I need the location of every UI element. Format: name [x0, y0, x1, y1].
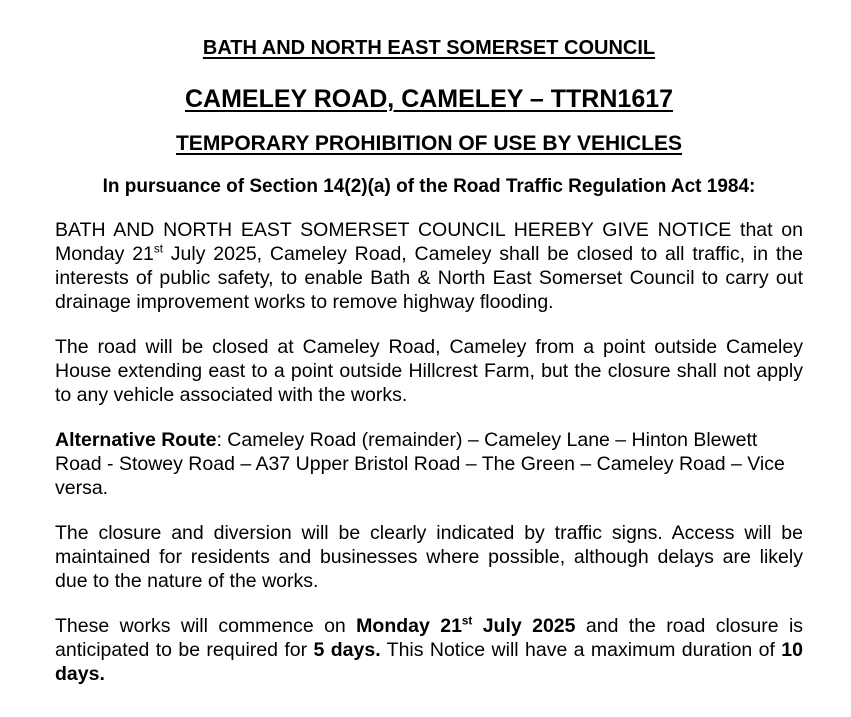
alternative-route-label: Alternative Route [55, 429, 217, 451]
text-run: This Notice will have a maximum duration of [380, 639, 782, 661]
text-run: and the road closure is anticipated to be required for [55, 615, 804, 661]
notice-subtitle-heading: TEMPORARY PROHIBITION OF USE BY VEHICLES [175, 132, 682, 155]
notice-title-heading: CAMELEY ROAD, CAMELEY – TTRN1617 [184, 85, 674, 113]
council-name-heading: BATH AND NORTH EAST SOMERSET COUNCIL [202, 37, 656, 59]
text-run: : Cameley Road (remainder) – Cameley Lane – Hinton Blewett Road - Stowey Road – A37 Upper Bristol Road – The Green – Cameley Road – Vice versa. [55, 429, 785, 499]
pursuance-statement: In pursuance of Section 14(2)(a) of the Road Traffic Regulation Act 1984: [102, 176, 756, 197]
paragraph-signage [55, 521, 803, 593]
ordinal-superscript: st [153, 242, 163, 256]
paragraph-duration [55, 614, 803, 686]
paragraph-notice [55, 218, 803, 314]
text-run: BATH AND NORTH EAST SOMERSET COUNCIL HEREBY GIVE NOTICE that on Monday 21 [55, 219, 803, 265]
text-run: July 2025, Cameley Road, Cameley shall be closed to all traffic, in the interests of public safety, to enable Bath & North East Somerset Council to carry out drainage improvement works to remove highway flooding. [55, 243, 803, 313]
required-duration: 5 days. [313, 639, 381, 661]
text-run: The closure and diversion will be clearly indicated by traffic signs. Access will be maintained for residents and businesses where possible, although delays are likely due to the nature of the works. [55, 522, 803, 592]
commence-date: July 2025 [472, 615, 576, 637]
paragraph-closure-location [55, 335, 803, 407]
commence-date: Monday 21 [356, 615, 462, 637]
text-run: The road will be closed at Cameley Road, Cameley from a point outside Cameley House extending east to a point outside Hillcrest Farm, but the closure shall not apply to any vehicle associated with the works. [55, 336, 803, 406]
text-run: These works will commence on [55, 615, 357, 637]
paragraph-alternative-route [55, 428, 803, 500]
ordinal-superscript: st [461, 614, 473, 628]
maximum-duration: 10 days. [55, 639, 803, 685]
